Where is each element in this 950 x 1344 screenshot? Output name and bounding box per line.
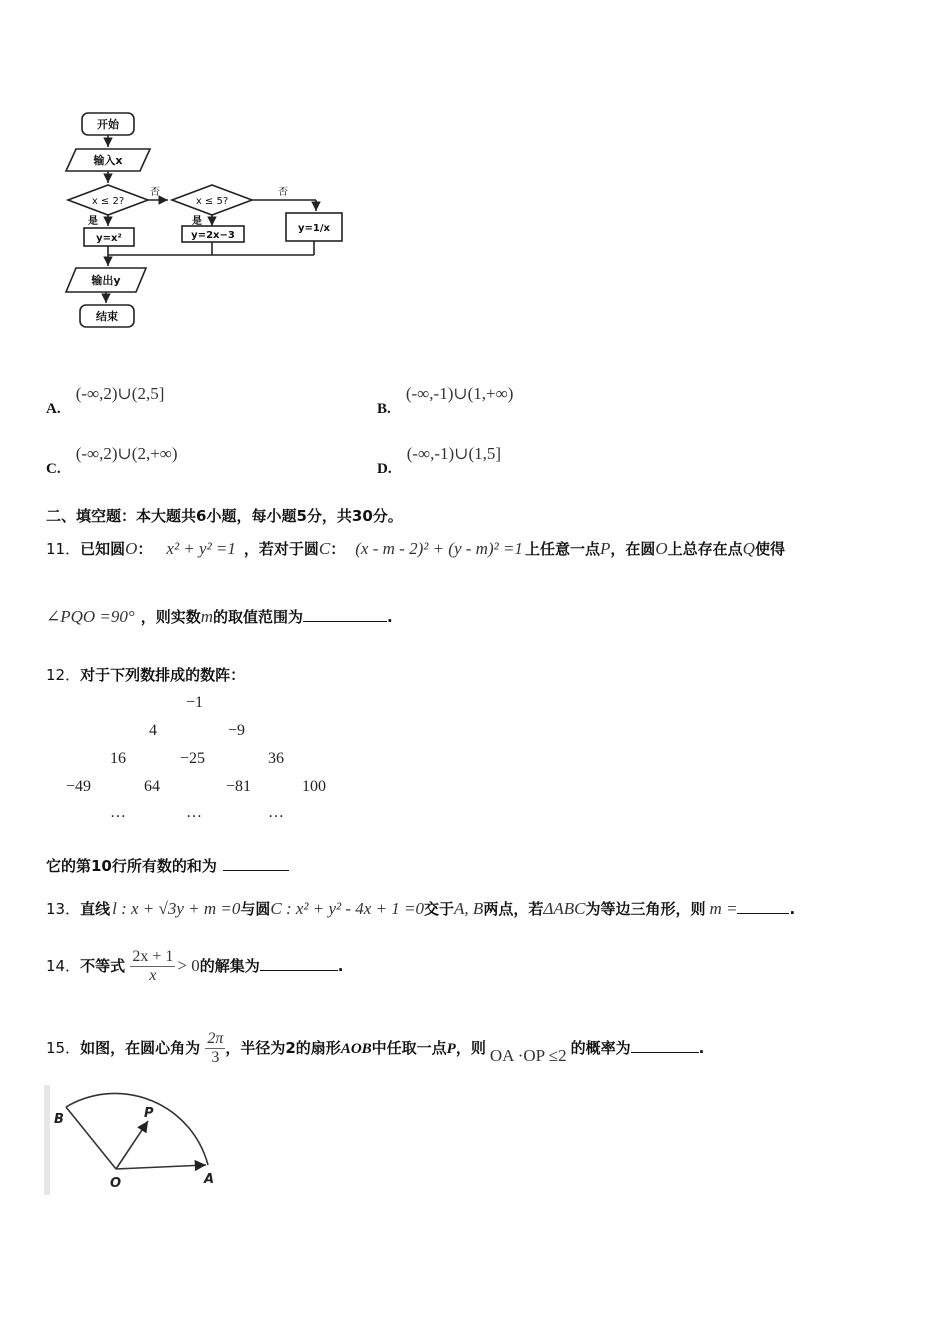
triangle-cell: −81 (226, 778, 252, 795)
q11-math-circle-c: (x - m - 2)² + (y - m)² =1 (355, 539, 523, 558)
triangle-ellipsis: … (268, 804, 284, 821)
sector-radius-ob (66, 1107, 116, 1169)
q11-answer-blank[interactable] (303, 607, 387, 622)
q13-number: 13． (46, 900, 81, 918)
q11-math-o2: O (655, 539, 668, 558)
option-b-math: (-∞,-1)∪(1,+∞) (405, 384, 514, 403)
q15-point-p: P (446, 1041, 456, 1057)
q11-text: 上任意一点 (524, 540, 600, 558)
section-title: 二、填空题：本大题共6小题，每小题5分，共30分。 (46, 507, 403, 525)
triangle-cell: −25 (180, 750, 206, 767)
q13-text: 交于 (424, 900, 455, 918)
q11-text: ： (137, 540, 153, 558)
q11-math-circle-o: x² + y² =1 (166, 539, 236, 558)
flowchart-no2-label: 否 (278, 187, 288, 198)
q11-text: 上总存在点 (667, 540, 743, 558)
question-12 (46, 664, 245, 685)
q11-math-q: Q (742, 539, 755, 558)
flowchart-input-label: 输入x (93, 154, 123, 167)
q11-math-m: m (200, 607, 213, 626)
q15-number: 15． (46, 1039, 81, 1057)
option-d-math: (-∞,-1)∪(1,5] (406, 444, 502, 463)
flowchart-start-label: 开始 (97, 118, 119, 131)
q11-text: . (387, 608, 393, 626)
sector-label-a: A (204, 1172, 215, 1187)
q11-text: ，若对于圆 (243, 540, 319, 558)
q15-text: . (698, 1039, 705, 1057)
q12-number: 12． (46, 666, 81, 684)
q14-number: 14． (46, 957, 81, 975)
sector-vector-oa (116, 1165, 206, 1169)
triangle-cell: 36 (268, 750, 284, 767)
option-c-label: C. (46, 461, 61, 477)
triangle-cell: 4 (149, 722, 157, 739)
q14-fraction-denominator: x (149, 967, 157, 984)
sector-label-b: B (54, 1112, 64, 1127)
sector-figure (44, 1085, 224, 1195)
q15-text: ，半径为2的扇形 (225, 1039, 341, 1057)
triangle-ellipsis: … (110, 804, 126, 821)
q12-answer-blank[interactable] (223, 856, 289, 871)
triangle-cell: −9 (228, 722, 246, 739)
sector-label-p: P (144, 1106, 154, 1121)
question-12-followup (46, 855, 289, 876)
sector-arc (66, 1093, 208, 1165)
q11-text: ，在圆 (610, 540, 656, 558)
q11-math-c: C (318, 539, 331, 558)
q15-math-dot: OA ·OP ≤2 (489, 1046, 567, 1065)
triangle-cell: 100 (302, 778, 326, 795)
q13-math-line: l : x + √3y + m =0 (112, 899, 241, 918)
question-11-line2 (46, 606, 393, 627)
flowchart-no1-label: 否 (150, 187, 160, 198)
q15-fraction-denominator: 3 (211, 1049, 220, 1066)
q15-sector-name: AOB (340, 1041, 372, 1057)
option-d-label: D. (377, 461, 392, 477)
option-b[interactable] (377, 384, 514, 417)
q15-fraction-numerator: 2π (207, 1030, 224, 1047)
q13-text: 与圆 (240, 900, 271, 918)
q13-answer-blank[interactable] (737, 899, 789, 914)
q13-math-ab: A, B (454, 899, 484, 918)
q14-text: 不等式 (80, 957, 126, 975)
q14-text: 的解集为 (199, 957, 260, 975)
q13-text: 两点，若 (483, 900, 544, 918)
triangle-cell: −1 (186, 694, 204, 711)
q11-text: 的取值范围为 (213, 608, 304, 626)
q15-fraction (205, 1030, 225, 1067)
q14-fraction-numerator: 2x + 1 (132, 948, 174, 965)
flowchart-yes2-label: 是 (192, 216, 202, 227)
triangle-cell: 64 (144, 778, 160, 795)
q13-text: 为等边三角形，则 (585, 900, 706, 918)
q11-math-angle: ∠PQO =90° (46, 607, 135, 626)
flowchart (60, 105, 360, 355)
q13-text: 直线 (80, 900, 111, 918)
q14-text: . (337, 957, 344, 975)
q11-text: ，则实数 (140, 608, 201, 626)
q11-text: 使得 (754, 540, 785, 558)
q15-text: ，则 (455, 1039, 486, 1057)
q11-text: 已知圆 (80, 540, 126, 558)
flowchart-box2-label: y=2x−3 (191, 230, 235, 241)
q12-text: 对于下列数排成的数阵： (80, 666, 246, 684)
q13-math-triangle: ΔABC (543, 899, 586, 918)
q11-math-p: P (599, 539, 611, 558)
option-b-label: B. (377, 401, 391, 417)
flowchart-yes1-label: 是 (88, 216, 98, 227)
option-c-math: (-∞,2)∪(2,+∞) (75, 444, 178, 463)
q15-text: 中任取一点 (371, 1039, 447, 1057)
triangle-ellipsis: … (186, 804, 202, 821)
q12-followup-text: 它的第10行所有数的和为 (46, 857, 217, 875)
q15-text: 如图，在圆心角为 (80, 1039, 201, 1057)
flowchart-output-label: 输出y (91, 274, 121, 287)
question-15 (46, 1030, 704, 1067)
flowchart-cond1-label: x ≤ 2? (91, 196, 125, 207)
option-d[interactable] (377, 444, 502, 477)
option-a-label: A. (46, 401, 61, 417)
q14-answer-blank[interactable] (260, 956, 338, 971)
triangle-cell: 16 (110, 750, 126, 767)
flowchart-box1-label: y=x² (96, 233, 122, 244)
option-a-math: (-∞,2)∪(2,5] (75, 384, 165, 403)
flowchart-end-label: 结束 (96, 310, 118, 323)
flowchart-box3-label: y=1/x (298, 223, 330, 234)
q11-math-o: O (125, 539, 138, 558)
sector-label-o: O (110, 1176, 122, 1191)
question-13 (46, 898, 795, 919)
question-14 (46, 948, 343, 985)
option-a[interactable] (46, 384, 165, 417)
q13-math-circle: C : x² + y² - 4x + 1 =0 (270, 899, 425, 918)
q13-math-m: m = (709, 899, 738, 918)
question-11-line1 (46, 538, 785, 559)
triangle-cell: −49 (66, 778, 92, 795)
q13-text: . (789, 900, 796, 918)
q15-text: 的概率为 (570, 1039, 631, 1057)
q11-text: ： (330, 540, 346, 558)
sector-vector-op (116, 1121, 148, 1169)
option-c[interactable] (46, 444, 178, 477)
flowchart-cond2-label: x ≤ 5? (195, 196, 229, 207)
q11-number: 11． (46, 540, 81, 558)
q14-fraction (130, 948, 175, 985)
q14-math-tail: > 0 (177, 956, 200, 975)
q15-answer-blank[interactable] (631, 1038, 699, 1053)
